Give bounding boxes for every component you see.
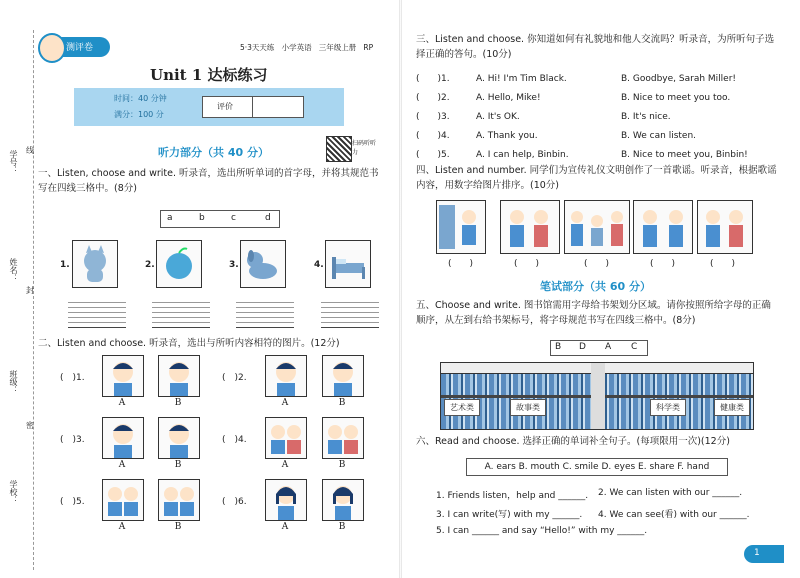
two-children-talk-icon <box>634 201 692 253</box>
badge-label: 测评卷 <box>66 43 94 53</box>
margin-name: 姓名： <box>9 258 18 282</box>
score-label: 满分：100 分 <box>114 110 164 119</box>
s1-num1: 1. <box>60 260 70 270</box>
three-children-icon <box>565 201 629 253</box>
boy-icon <box>159 418 199 458</box>
margin-id: 学号： <box>9 150 18 174</box>
s4-answer3[interactable]: ( ) <box>584 259 610 269</box>
num: 6. <box>238 497 247 507</box>
s2-item1 <box>60 370 85 383</box>
header-info <box>240 42 373 53</box>
sign-science: 科学类 <box>650 399 686 416</box>
label-b: B <box>174 460 182 470</box>
apple-picture <box>156 240 202 288</box>
num: 1. <box>76 373 85 383</box>
paren[interactable]: ( ) <box>60 373 77 383</box>
sentence-2[interactable]: 2. We can listen with our ______. <box>598 488 743 498</box>
eval-label: 评价 <box>217 102 233 111</box>
letter-d: D <box>579 342 586 352</box>
sec3-row <box>416 108 796 127</box>
right-page <box>402 0 800 578</box>
label-b: B <box>174 398 182 408</box>
label-b: B <box>338 398 346 408</box>
s4-pic1 <box>436 200 486 254</box>
grade: 三年级上册 <box>318 43 357 52</box>
page-number: 1 <box>754 548 760 558</box>
word-bank: A. ears B. mouth C. smile D. eyes E. share F. hand <box>466 458 728 476</box>
sentence-1[interactable]: 1. Friends listen，help and ______. <box>436 491 589 501</box>
sentence-4[interactable]: 4. We can see(看) with our ______. <box>598 510 750 520</box>
s4-pic2 <box>500 200 560 254</box>
writing-lines-1[interactable] <box>68 298 126 328</box>
option-b: B. We can listen. <box>621 131 697 141</box>
info-box <box>74 88 344 126</box>
sign-health: 健康类 <box>714 399 750 416</box>
label-a: A <box>281 522 289 532</box>
shelf-divider <box>591 363 605 429</box>
margin-school: 学校： <box>9 480 18 504</box>
label-b: B <box>174 522 182 532</box>
letter-box <box>160 210 280 228</box>
row-num[interactable]: ( )3. <box>416 112 450 122</box>
letter-b: B <box>555 342 562 352</box>
sec5-letters-box <box>550 340 648 356</box>
label-b: B <box>338 460 346 470</box>
listening-title: 听力部分（共 40 分） <box>158 146 269 159</box>
s2-1b-picture <box>158 355 200 397</box>
badge <box>40 37 110 57</box>
paren[interactable]: ( ) <box>60 497 77 507</box>
cat-icon <box>73 241 117 287</box>
sentence-5[interactable]: 5. I can ______ and say “Hello!” with my ______. <box>436 526 648 536</box>
s2-item2 <box>222 370 247 383</box>
s2-6a-picture <box>265 479 307 521</box>
qr-code-icon[interactable] <box>326 136 352 162</box>
dog-icon <box>241 241 285 287</box>
eval-cell <box>202 96 254 118</box>
num: 2. <box>238 373 247 383</box>
s2-4a-picture <box>265 417 307 459</box>
option-a: A. I can help, Binbin. <box>476 150 569 160</box>
letter-b: b <box>199 213 205 223</box>
sec4-title: 四、Listen and number. 同学们为宣传礼仪文明创作了一首歌谣。听录音，根据歌谣内容，用数字给图片排序。(10分) <box>416 165 777 191</box>
bed-picture <box>325 240 371 288</box>
s4-pic5 <box>697 200 753 254</box>
s2-item5 <box>60 494 85 507</box>
margin-class: 班级： <box>9 370 18 394</box>
two-children-wave-icon <box>698 201 752 253</box>
paren[interactable]: ( ) <box>222 435 239 445</box>
label-a: A <box>281 398 289 408</box>
label-a: A <box>118 522 126 532</box>
mascot-icon <box>38 33 66 63</box>
s4-answer2[interactable]: ( ) <box>514 259 540 269</box>
label-a: A <box>118 398 126 408</box>
boy-mouth-icon <box>323 356 363 396</box>
time-label: 时间：40 分钟 <box>114 94 167 103</box>
option-a: A. It's OK. <box>476 112 520 122</box>
label-b: B <box>338 522 346 532</box>
row-num[interactable]: ( )2. <box>416 93 450 103</box>
num: 4. <box>238 435 247 445</box>
s4-answer4[interactable]: ( ) <box>650 259 676 269</box>
margin-secret-label: 密 <box>26 421 34 430</box>
s1-num2: 2. <box>145 260 155 270</box>
sec6-title: 六、Read and choose. 选择正确的单词补全句子。(每项限用一次)(12分) <box>416 436 730 447</box>
children-icon <box>323 418 363 458</box>
page-number-tab <box>744 545 784 563</box>
s2-item3 <box>60 432 85 445</box>
apple-icon <box>157 241 201 287</box>
option-b: B. Nice to meet you too. <box>621 93 731 103</box>
paren[interactable]: ( ) <box>222 373 239 383</box>
s4-answer5[interactable]: ( ) <box>710 259 736 269</box>
sec3-row <box>416 127 796 146</box>
boy-icon <box>159 356 199 396</box>
sec1-title: 一、Listen, choose and write. 听录音，选出所听单词的首字母，并将其规范书写在四线三格中。(8分) <box>38 168 379 194</box>
label-a: A <box>281 460 289 470</box>
option-a: A. Hi! I'm Tim Black. <box>476 74 567 84</box>
num: 5. <box>76 497 85 507</box>
s1-num4: 4. <box>314 260 324 270</box>
letter-a: A <box>605 342 612 352</box>
s2-5a-picture <box>102 479 144 521</box>
letter-d: d <box>265 213 271 223</box>
written-title: 笔试部分（共 60 分） <box>540 280 651 293</box>
s2-4b-picture <box>322 417 364 459</box>
paren[interactable]: ( ) <box>222 497 239 507</box>
dog-picture <box>240 240 286 288</box>
boy-ear-icon <box>266 356 306 396</box>
sec3-rows <box>416 70 796 165</box>
s2-1a-picture <box>102 355 144 397</box>
boy-icon <box>103 418 143 458</box>
boy-icon <box>103 356 143 396</box>
sign-story: 故事类 <box>510 399 546 416</box>
margin-line-label: 线 <box>26 146 34 155</box>
sec3-row <box>416 70 796 89</box>
child-door-icon <box>437 201 485 253</box>
option-b: B. Goodbye, Sarah Miller! <box>621 74 737 84</box>
writing-lines-4[interactable] <box>321 298 379 328</box>
s2-2a-picture <box>265 355 307 397</box>
sign-art: 艺术类 <box>444 399 480 416</box>
s2-item4 <box>222 432 247 445</box>
letter-c: C <box>631 342 638 352</box>
row-num[interactable]: ( )4. <box>416 131 450 141</box>
writing-lines-2[interactable] <box>152 298 210 328</box>
row-num[interactable]: ( )5. <box>416 150 450 160</box>
s2-6b-picture <box>322 479 364 521</box>
option-b: B. Nice to meet you, Binbin! <box>621 150 748 160</box>
option-a: A. Hello, Mike! <box>476 93 541 103</box>
sec3-row <box>416 89 796 108</box>
girl-icon <box>266 480 306 520</box>
s2-3b-picture <box>158 417 200 459</box>
option-b: B. It's nice. <box>621 112 671 122</box>
subject: 小学英语 <box>281 43 312 52</box>
writing-lines-3[interactable] <box>236 298 294 328</box>
bookshelf <box>440 362 754 430</box>
girl-icon <box>323 480 363 520</box>
bed-icon <box>326 241 370 287</box>
handshake-icon <box>159 480 199 520</box>
sec2-title: 二、Listen and choose. 听录音，选出与所听内容相符的图片。(12分) <box>38 338 340 349</box>
children-icon <box>266 418 306 458</box>
s2-5b-picture <box>158 479 200 521</box>
scan-label: 扫码听听力 <box>352 140 377 156</box>
s2-2b-picture <box>322 355 364 397</box>
series: 5·3天天练 <box>240 43 275 52</box>
s2-3a-picture <box>102 417 144 459</box>
row-num[interactable]: ( )1. <box>416 74 450 84</box>
edition: RP <box>363 43 374 52</box>
cat-picture <box>72 240 118 288</box>
handshake-icon <box>103 480 143 520</box>
s1-num3: 3. <box>229 260 239 270</box>
sentence-3[interactable]: 3. I can write(写) with my ______. <box>436 510 583 520</box>
page-title: Unit 1 达标练习 <box>150 66 268 84</box>
sec3-title: 三、Listen and choose. 你知道如何有礼貌地和他人交流吗？听录音，为所听句子选择正确的答句。(10分) <box>416 34 775 60</box>
num: 3. <box>76 435 85 445</box>
s4-answer1[interactable]: ( ) <box>448 259 474 269</box>
two-children-icon <box>501 201 559 253</box>
label-a: A <box>118 460 126 470</box>
paren[interactable]: ( ) <box>60 435 77 445</box>
eval-input[interactable] <box>252 96 304 118</box>
option-a: A. Thank you. <box>476 131 538 141</box>
s4-pic3 <box>564 200 630 254</box>
s4-pic4 <box>633 200 693 254</box>
margin-seal-label: 封 <box>26 286 34 295</box>
s2-item6 <box>222 494 247 507</box>
binding-line <box>33 30 34 570</box>
letter-a: a <box>167 213 173 223</box>
sec5-title: 五、Choose and write. 图书馆需用字母给书架划分区域。请你按照所给字母的正确顺序，从左到右给书架标号，将字母规范书写在四线三格中。(8分) <box>416 300 771 326</box>
letter-c: c <box>231 213 236 223</box>
